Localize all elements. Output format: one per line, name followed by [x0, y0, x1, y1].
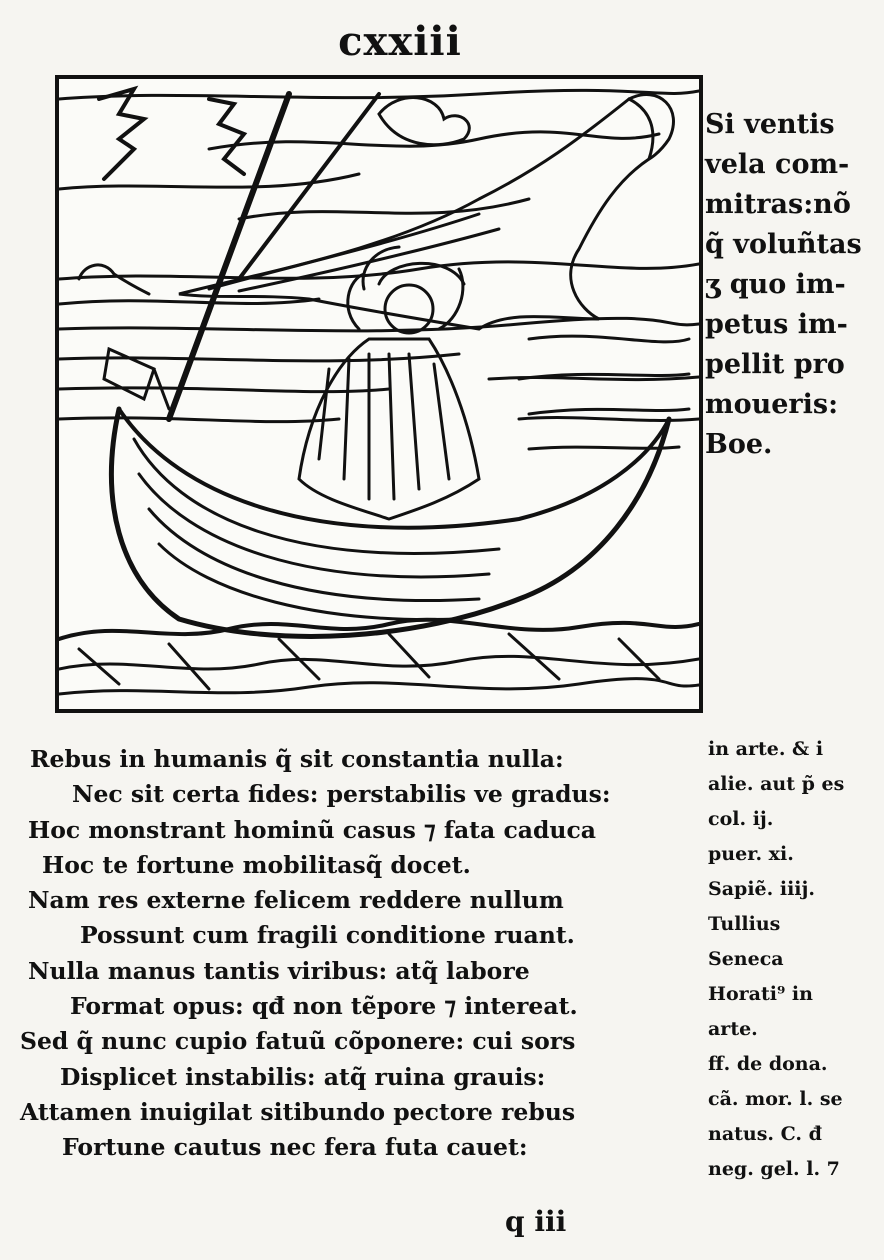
reference-line: puer. xi.	[708, 843, 794, 865]
sidenote-line: Boe.	[705, 429, 773, 460]
verse-line: Rebus in humanis q̃ sit constantia nulla:	[30, 745, 564, 773]
folio-number: cxxiii	[338, 18, 462, 65]
signature-mark: q iii	[505, 1205, 567, 1238]
sidenote-line: vela com-	[705, 149, 850, 180]
verse-line: Possunt cum fragili conditione ruant.	[80, 921, 575, 950]
verse-line: Displicet instabilis: atq̃ ruina grauis:	[60, 1062, 546, 1091]
sidenote-line: mitras:nõ	[705, 189, 851, 220]
sidenote-line: ʒ quo im-	[705, 269, 846, 300]
reference-line: Sapiẽ. iiij.	[708, 878, 815, 900]
verse-line: Fortune cautus nec fera futa cauet:	[62, 1133, 528, 1162]
verse-line: Format opus: qđ non tẽpore ⁊ intereat.	[70, 992, 578, 1021]
reference-line: col. ij.	[708, 808, 774, 830]
verse-line: Hoc monstrant hominũ casus ⁊ fata caduca	[28, 815, 597, 844]
reference-line: cã. mor. l. se	[708, 1088, 843, 1110]
verse-line: Nulla manus tantis viribus: atq̃ labore	[28, 956, 530, 985]
reference-line: Seneca	[708, 948, 784, 970]
reference-line: alie. aut p̃ es	[708, 773, 845, 795]
verse-line: Hoc te fortune mobilitasq̃ docet.	[42, 850, 471, 879]
reference-line: Horati⁹ in	[708, 983, 813, 1005]
woodcut-illustration	[55, 75, 703, 713]
reference-line: arte.	[708, 1018, 758, 1040]
reference-line: natus. C. đ	[708, 1123, 822, 1145]
verse-line: Sed q̃ nunc cupio fatuũ cõponere: cui sors	[20, 1027, 576, 1056]
ship-in-storm-woodcut-icon	[59, 79, 699, 709]
marginal-references	[708, 732, 878, 1187]
verse-line: Attamen inuigilat sitibundo pectore rebus	[20, 1097, 576, 1126]
reference-line: ff. de dona.	[708, 1053, 828, 1075]
sidenote-line: q̃ voluñtas	[705, 229, 862, 260]
verse-line: Nec sit certa fides: perstabilis ve gradus:	[72, 780, 611, 809]
reference-line: in arte. & i	[708, 738, 824, 760]
reference-line: neg. gel. l. 7	[708, 1158, 840, 1180]
sidenote-line: Si ventis	[705, 109, 835, 140]
sidenote-line: pellit pro	[705, 349, 845, 380]
sidenote-line: petus im-	[705, 309, 848, 340]
verse-line: Nam res externe felicem reddere nullum	[28, 886, 564, 915]
sidenote-line: moueris:	[705, 389, 839, 420]
reference-line: Tullius	[708, 913, 781, 935]
sidenote-boethius	[705, 105, 880, 465]
verse-text	[20, 742, 710, 1166]
